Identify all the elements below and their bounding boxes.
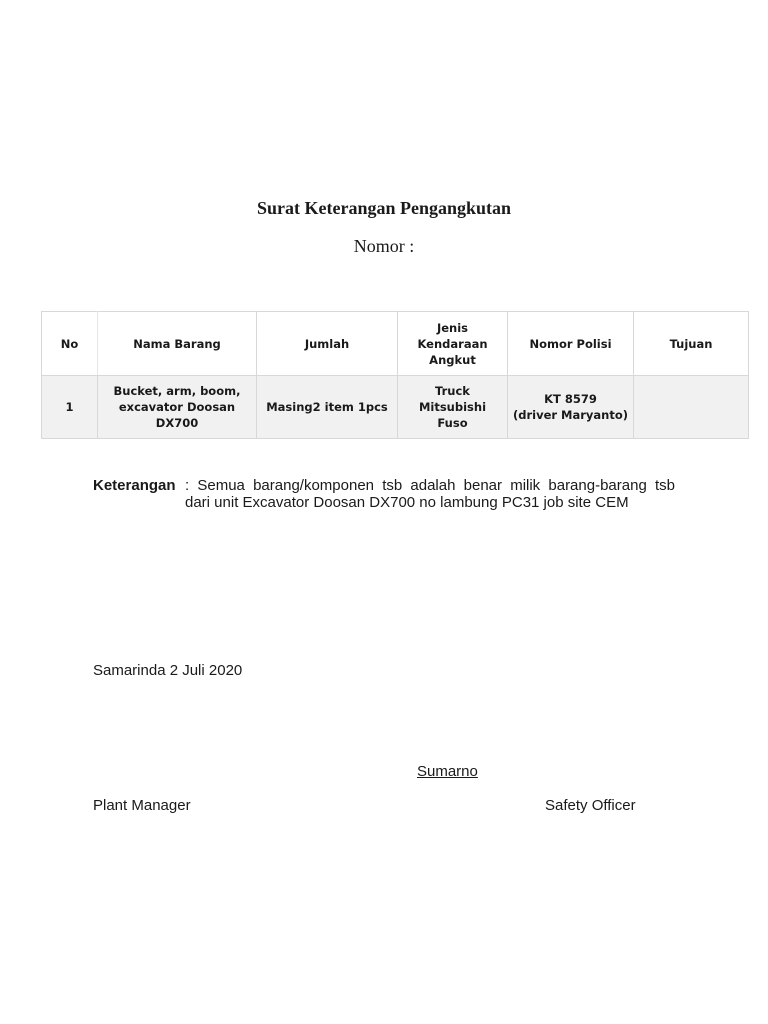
- header-jenis-kendaraan: Jenis Kendaraan Angkut: [398, 312, 508, 376]
- nomor-polisi-plate: KT 8579: [544, 392, 597, 406]
- cell-nomor-polisi: [508, 376, 634, 439]
- header-jumlah: Jumlah: [257, 312, 398, 376]
- cell-tujuan: [634, 376, 749, 439]
- cell-jumlah: Masing2 item 1pcs: [257, 376, 398, 439]
- header-nama-barang: Nama Barang: [98, 312, 257, 376]
- table-header-row: [42, 312, 749, 376]
- header-tujuan: Tujuan: [634, 312, 749, 376]
- table-row: [42, 376, 749, 439]
- keterangan-line-2: dari unit Excavator Doosan DX700 no lambung PC31 job site CEM: [185, 494, 629, 511]
- place-date: Samarinda 2 Juli 2020: [93, 662, 243, 679]
- items-table: [41, 311, 749, 439]
- role-safety-officer: Safety Officer: [545, 797, 636, 814]
- document-title: Surat Keterangan Pengangkutan: [256, 198, 512, 218]
- role-plant-manager: Plant Manager: [93, 797, 191, 814]
- header-no: No: [42, 312, 98, 376]
- keterangan-line-1: : Semua barang/komponen tsb adalah benar milik barang-barang tsb: [185, 477, 675, 494]
- signatory-name: Sumarno: [417, 763, 478, 780]
- nomor-polisi-driver: (driver Maryanto): [512, 408, 629, 422]
- cell-no: 1: [42, 376, 98, 439]
- cell-jenis-kendaraan: Truck Mitsubishi Fuso: [398, 376, 508, 439]
- cell-nama-barang: Bucket, arm, boom, excavator Doosan DX700: [98, 376, 257, 439]
- document-number-label: Nomor :: [353, 236, 415, 256]
- keterangan-label: Keterangan: [93, 477, 176, 494]
- header-nomor-polisi: Nomor Polisi: [508, 312, 634, 376]
- keterangan-text: [185, 477, 675, 511]
